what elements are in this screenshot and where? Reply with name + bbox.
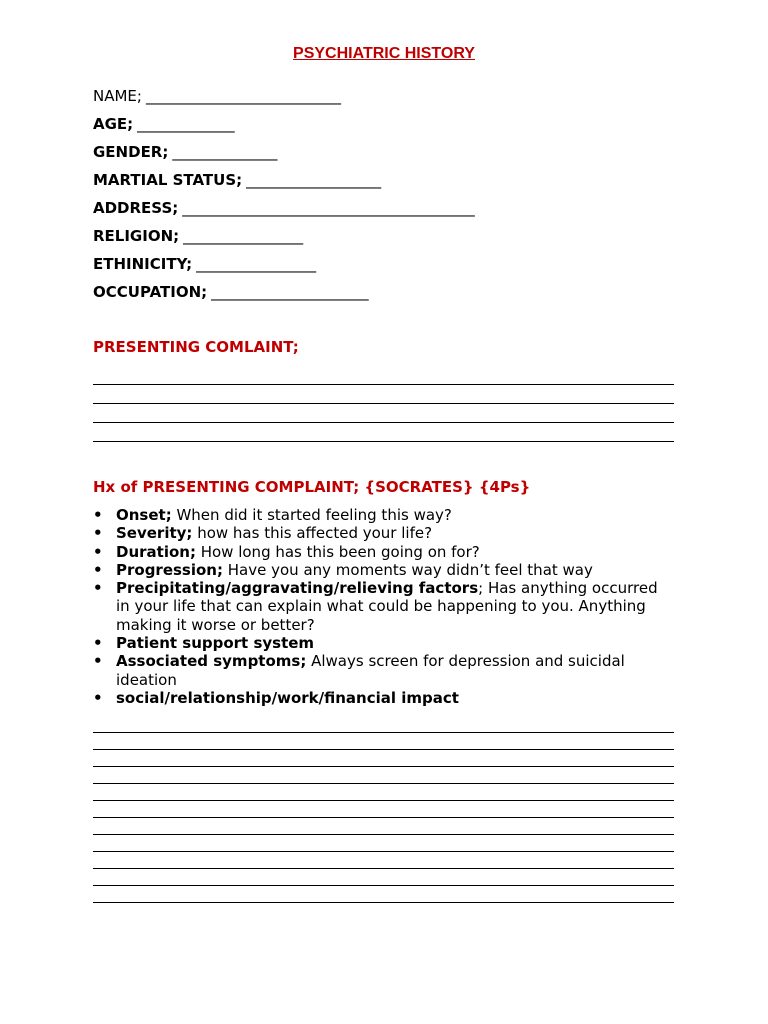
field-name-label: NAME; xyxy=(93,87,142,105)
writing-line xyxy=(93,404,674,423)
bullet-glyph: • xyxy=(93,688,103,707)
field-gender-label: GENDER; xyxy=(93,143,169,161)
writing-line xyxy=(93,886,674,903)
field-age-label: AGE; xyxy=(93,115,134,133)
history-heading: Hx of PRESENTING COMPLAINT; {SOCRATES} {4Ps} xyxy=(93,478,531,496)
list-item-progression xyxy=(93,561,675,579)
field-age xyxy=(93,114,475,142)
list-item-text: When did it started feeling this way? xyxy=(171,506,452,524)
bullet-glyph: • xyxy=(93,579,103,598)
list-item-lead: Duration; xyxy=(116,542,196,561)
list-item-associated-symptoms xyxy=(93,652,675,689)
writing-line xyxy=(93,750,674,767)
field-marital-status-blank: __________________ xyxy=(246,171,382,189)
field-occupation-label: OCCUPATION; xyxy=(93,283,208,301)
writing-line xyxy=(93,366,674,385)
field-ethnicity-blank: ________________ xyxy=(196,255,317,273)
list-item-text: Have you any moments way didn’t feel that way xyxy=(223,560,593,579)
field-address-label: ADDRESS; xyxy=(93,199,179,217)
list-item-lead: Progression; xyxy=(116,560,223,579)
writing-line xyxy=(93,784,674,801)
field-marital-status-label: MARTIAL STATUS; xyxy=(93,171,243,189)
bullet-glyph: • xyxy=(93,560,103,579)
writing-line xyxy=(93,733,674,750)
writing-line xyxy=(93,835,674,852)
field-occupation xyxy=(93,282,475,310)
writing-line xyxy=(93,818,674,835)
bullet-glyph: • xyxy=(93,524,103,543)
list-item-impact xyxy=(93,689,675,707)
list-item-text: how has this affected your life? xyxy=(192,524,433,543)
bullet-glyph: • xyxy=(93,506,103,524)
list-item-factors xyxy=(93,579,675,634)
writing-line xyxy=(93,423,674,442)
field-age-blank: _____________ xyxy=(137,115,235,133)
field-address-blank: _______________________________________ xyxy=(182,199,475,217)
presenting-complaint-lines xyxy=(93,366,674,442)
bullet-glyph: • xyxy=(93,634,103,653)
field-name xyxy=(93,86,475,114)
list-item-onset xyxy=(93,506,675,524)
field-ethnicity-label: ETHINICITY; xyxy=(93,255,193,273)
field-religion-blank: ________________ xyxy=(183,227,304,245)
list-item-lead: Precipitating/aggravating/relieving factors xyxy=(116,579,479,598)
field-gender-blank: ______________ xyxy=(172,143,278,161)
bullet-glyph: • xyxy=(93,542,103,561)
field-name-blank: __________________________ xyxy=(145,87,341,105)
list-item-text: Always screen for depression and suicidal ideation xyxy=(116,652,625,689)
field-gender xyxy=(93,142,475,170)
bullet-glyph: • xyxy=(93,652,103,671)
writing-line xyxy=(93,801,674,818)
history-notes-lines xyxy=(93,716,674,903)
writing-line xyxy=(93,852,674,869)
field-address xyxy=(93,198,475,226)
list-item-lead: Associated symptoms; xyxy=(116,652,307,671)
list-item-support-system xyxy=(93,634,675,652)
page-title: PSYCHIATRIC HISTORY xyxy=(293,45,475,62)
writing-line xyxy=(93,869,674,886)
writing-line xyxy=(93,385,674,404)
demographics-form xyxy=(93,86,475,310)
field-religion xyxy=(93,226,475,254)
field-marital-status xyxy=(93,170,475,198)
presenting-complaint-heading: PRESENTING COMLAINT; xyxy=(93,338,299,356)
field-ethnicity xyxy=(93,254,475,282)
list-item-duration xyxy=(93,543,675,561)
list-item-lead: Onset; xyxy=(116,506,172,524)
list-item-text: How long has this been going on for? xyxy=(195,542,480,561)
writing-line xyxy=(93,716,674,733)
list-item-text: ; Has anything occurred in your life that can explain what could be happening to you. Anything making it worse or better? xyxy=(116,579,658,634)
list-item-lead: Severity; xyxy=(116,524,193,543)
field-religion-label: RELIGION; xyxy=(93,227,180,245)
list-item-severity xyxy=(93,524,675,542)
field-occupation-blank: _____________________ xyxy=(211,283,369,301)
writing-line xyxy=(93,767,674,784)
list-item-lead: Patient support system xyxy=(116,634,315,653)
list-item-lead: social/relationship/work/financial impact xyxy=(116,688,459,707)
history-bullet-list xyxy=(93,506,675,707)
